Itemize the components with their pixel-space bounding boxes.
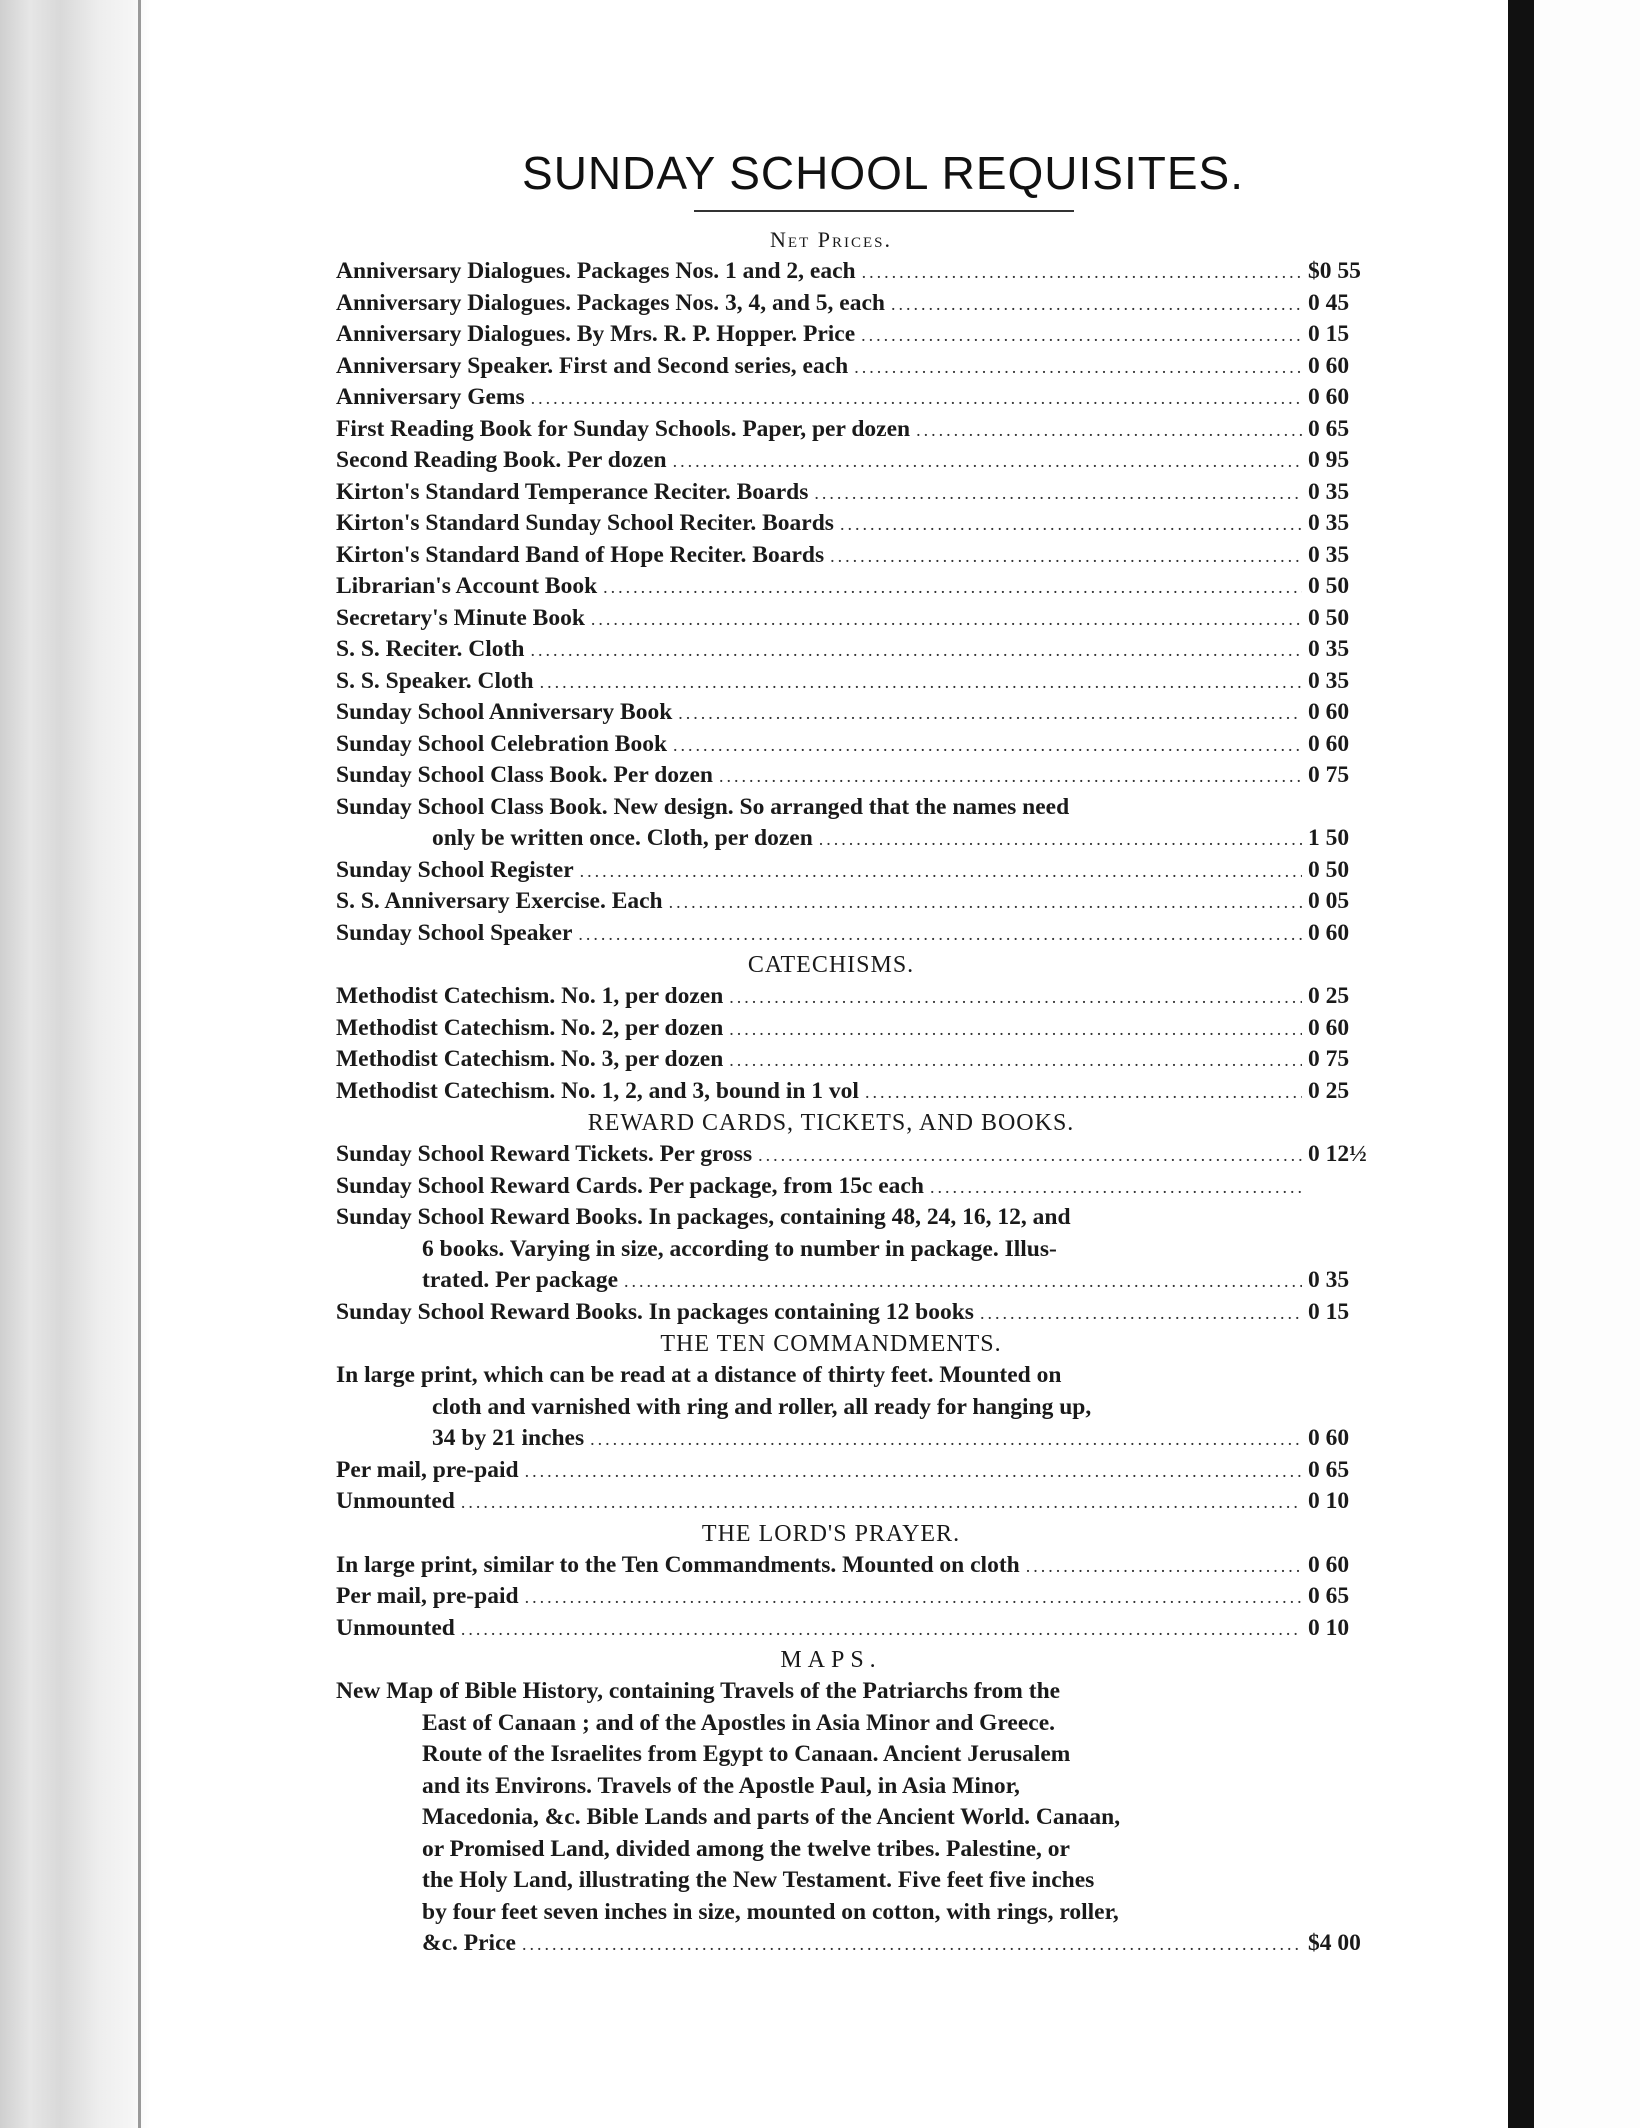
line-text: by four feet seven inches in size, mounted on cotton, with rings, roller, bbox=[422, 1898, 1119, 1925]
dot-leader bbox=[891, 289, 1302, 321]
item-description: Methodist Catechism. No. 3, per dozen bbox=[336, 1046, 724, 1072]
dot-leader bbox=[854, 352, 1302, 384]
list-item bbox=[336, 1455, 1436, 1487]
list-item bbox=[336, 981, 1436, 1013]
dot-leader bbox=[578, 919, 1302, 951]
maps-heading: MAPS. bbox=[780, 1647, 882, 1673]
price: 0 60 bbox=[1308, 1014, 1350, 1041]
dot-leader bbox=[719, 761, 1302, 793]
list-item bbox=[336, 666, 1436, 698]
item-description: Kirton's Standard Band of Hope Reciter. Boards bbox=[336, 541, 825, 568]
price: 0 35 bbox=[1308, 510, 1350, 536]
item-description: Sunday School Anniversary Book bbox=[336, 699, 673, 725]
map-description-line bbox=[336, 1739, 1436, 1771]
dot-leader bbox=[865, 1077, 1302, 1109]
scan-edge bbox=[1508, 0, 1534, 2128]
price: 0 60 bbox=[1308, 699, 1350, 725]
list-item: only be written once. Cloth, per dozen ..... 1 50 bbox=[336, 823, 1436, 855]
map-description-line bbox=[336, 1771, 1436, 1803]
item-description: Sunday School Speaker bbox=[336, 919, 573, 946]
list-item bbox=[336, 1613, 1436, 1645]
item-description: S. S. Reciter. Cloth bbox=[336, 636, 525, 662]
dot-leader bbox=[862, 257, 1302, 289]
list-item: Sunday School Reward Books. In packages, containing 48, 24, 16, 12, and bbox=[336, 1204, 1071, 1230]
price: 0 60 bbox=[1308, 1551, 1350, 1578]
list-item bbox=[336, 1581, 1436, 1613]
list-item bbox=[336, 855, 1436, 887]
list-item bbox=[336, 351, 1436, 383]
price: 0 10 bbox=[1308, 1488, 1350, 1514]
item-description: Methodist Catechism. No. 1, per dozen bbox=[336, 983, 724, 1009]
dot-leader bbox=[678, 698, 1302, 730]
line-text: or Promised Land, divided among the twelve tribes. Palestine, or bbox=[422, 1835, 1070, 1862]
list-item: Sunday School Class Book. New design. So arranged that the names need bbox=[336, 793, 1070, 820]
map-description-line bbox=[336, 1802, 1436, 1834]
item-description: Anniversary Dialogues. Packages Nos. 3, 4, and 5, each bbox=[336, 289, 885, 316]
list-item: cloth and varnished with ring and roller, all ready for hanging up, bbox=[432, 1393, 1092, 1420]
list-item: Sunday School Reward Cards. Per package, from 15c each ..... bbox=[336, 1171, 1436, 1203]
dot-leader bbox=[814, 478, 1302, 510]
item-description: Per mail, pre-paid bbox=[336, 1583, 519, 1609]
item-description: Secretary's Minute Book bbox=[336, 604, 585, 631]
item-description: Kirton's Standard Sunday School Reciter. Boards bbox=[336, 510, 834, 536]
item-description: Anniversary Gems bbox=[336, 384, 525, 410]
dot-leader bbox=[861, 320, 1302, 352]
list-item bbox=[336, 540, 1436, 572]
dot-leader bbox=[540, 667, 1302, 699]
dot-leader bbox=[729, 1045, 1302, 1077]
commandments-list bbox=[336, 1455, 1436, 1518]
price: 0 10 bbox=[1308, 1614, 1350, 1641]
price: 0 25 bbox=[1308, 1077, 1350, 1104]
price: 0 50 bbox=[1308, 604, 1350, 631]
list-item bbox=[336, 414, 1436, 446]
price: 0 45 bbox=[1308, 289, 1350, 316]
binding-edge bbox=[0, 0, 150, 2128]
item-description: Per mail, pre-paid bbox=[336, 1456, 519, 1483]
price: 0 35 bbox=[1308, 667, 1350, 694]
dot-leader bbox=[729, 982, 1302, 1014]
price: 0 95 bbox=[1308, 447, 1350, 473]
list-item bbox=[336, 697, 1436, 729]
title-rule bbox=[694, 210, 1074, 212]
list-item: Sunday School Reward Tickets. Per gross ..... 0 12½ bbox=[336, 1139, 1436, 1171]
item-description: S. S. Speaker. Cloth bbox=[336, 667, 534, 694]
page-title: SUNDAY SCHOOL REQUISITES. bbox=[522, 147, 1244, 199]
item-description: Methodist Catechism. No. 2, per dozen bbox=[336, 1014, 724, 1041]
line-text: Macedonia, &c. Bible Lands and parts of the Ancient World. Canaan, bbox=[422, 1804, 1121, 1830]
list-item: In large print, which can be read at a distance of thirty feet. Mounted on bbox=[336, 1362, 1062, 1388]
list-item bbox=[336, 288, 1436, 320]
price: 0 60 bbox=[1308, 352, 1350, 379]
dot-leader bbox=[525, 1456, 1302, 1488]
dot-leader bbox=[669, 887, 1302, 919]
price: 0 15 bbox=[1308, 321, 1350, 347]
dot-leader bbox=[729, 1014, 1302, 1046]
price: 0 60 bbox=[1308, 919, 1350, 946]
dot-leader bbox=[461, 1487, 1302, 1519]
item-description: S. S. Anniversary Exercise. Each bbox=[336, 888, 663, 914]
price: 0 35 bbox=[1308, 478, 1350, 505]
maps-description bbox=[336, 1676, 1436, 1928]
prayer-heading: THE LORD'S PRAYER. bbox=[701, 1520, 961, 1547]
page-content bbox=[336, 140, 1436, 1960]
list-item: &c. Price ..... $4 00 bbox=[336, 1928, 1436, 1960]
dot-leader bbox=[830, 541, 1302, 573]
line-text: the Holy Land, illustrating the New Testament. Five feet five inches bbox=[422, 1867, 1095, 1893]
list-item bbox=[336, 634, 1436, 666]
price: 0 05 bbox=[1308, 888, 1350, 914]
list-item bbox=[336, 1550, 1436, 1582]
map-description-line bbox=[336, 1834, 1436, 1866]
list-item: 34 by 21 inches ..... 0 60 bbox=[336, 1423, 1436, 1455]
reward-heading: REWARD CARDS, TICKETS, AND BOOKS. bbox=[587, 1110, 1075, 1136]
catechisms-heading: CATECHISMS. bbox=[747, 952, 915, 978]
line-text: East of Canaan ; and of the Apostles in Asia Minor and Greece. bbox=[422, 1709, 1056, 1736]
item-description: Kirton's Standard Temperance Reciter. Boards bbox=[336, 478, 809, 505]
item-description: Anniversary Dialogues. By Mrs. R. P. Hopper. Price bbox=[336, 321, 856, 347]
price: 0 75 bbox=[1308, 1046, 1350, 1072]
price: 0 60 bbox=[1308, 1425, 1350, 1451]
list-item bbox=[336, 729, 1436, 761]
price: 0 35 bbox=[1308, 1267, 1350, 1293]
list-item bbox=[336, 886, 1436, 918]
price: $0 55 bbox=[1308, 258, 1361, 284]
map-description-line bbox=[336, 1865, 1436, 1897]
item-description: In large print, similar to the Ten Commandments. Mounted on cloth bbox=[336, 1551, 1020, 1578]
general-list-2 bbox=[336, 855, 1436, 950]
item-description: Librarian's Account Book bbox=[336, 573, 598, 599]
list-item bbox=[336, 760, 1436, 792]
price: 0 75 bbox=[1308, 762, 1350, 788]
item-description: Anniversary Dialogues. Packages Nos. 1 and 2, each bbox=[336, 258, 856, 284]
list-item bbox=[336, 603, 1436, 635]
list-item bbox=[336, 256, 1436, 288]
list-item bbox=[336, 1486, 1436, 1518]
price: 0 65 bbox=[1308, 1456, 1350, 1483]
dot-leader bbox=[603, 572, 1302, 604]
dot-leader bbox=[916, 415, 1302, 447]
dot-leader bbox=[525, 1582, 1302, 1614]
dot-leader bbox=[673, 446, 1302, 478]
list-item: trated. Per package ..... 0 35 bbox=[336, 1265, 1436, 1297]
item-description: Sunday School Class Book. Per dozen bbox=[336, 762, 713, 788]
map-description-line bbox=[336, 1676, 1436, 1708]
dot-leader bbox=[840, 509, 1302, 541]
item-description: First Reading Book for Sunday Schools. Paper, per dozen bbox=[336, 415, 911, 442]
list-item bbox=[336, 1013, 1436, 1045]
line-text: Route of the Israelites from Egypt to Canaan. Ancient Jerusalem bbox=[422, 1741, 1071, 1767]
price: 0 12½ bbox=[1308, 1141, 1367, 1167]
list-item: Sunday School Reward Books. In packages containing 12 books ..... 0 15 bbox=[336, 1297, 1436, 1329]
dot-leader bbox=[580, 856, 1302, 888]
dot-leader bbox=[531, 383, 1302, 415]
item-description: Sunday School Celebration Book bbox=[336, 730, 668, 757]
item-description: Unmounted bbox=[336, 1488, 455, 1514]
list-item bbox=[336, 382, 1436, 414]
price: 0 60 bbox=[1308, 730, 1350, 757]
item-description: Unmounted bbox=[336, 1614, 455, 1641]
dot-leader bbox=[461, 1614, 1302, 1646]
price: 0 65 bbox=[1308, 1583, 1350, 1609]
price: 0 15 bbox=[1308, 1298, 1350, 1325]
price: 0 65 bbox=[1308, 415, 1350, 442]
list-item bbox=[336, 445, 1436, 477]
list-item bbox=[336, 918, 1436, 950]
price: 1 50 bbox=[1308, 825, 1350, 851]
catechisms-list bbox=[336, 981, 1436, 1107]
map-description-line bbox=[336, 1897, 1436, 1929]
prayer-list bbox=[336, 1550, 1436, 1645]
line-text: New Map of Bible History, containing Travels of the Patriarchs from the bbox=[336, 1678, 1061, 1704]
general-list bbox=[336, 256, 1436, 792]
dot-leader bbox=[1026, 1551, 1302, 1583]
facing-page-strip bbox=[1534, 0, 1640, 2128]
list-item bbox=[336, 319, 1436, 351]
item-description: Methodist Catechism. No. 1, 2, and 3, bound in 1 vol bbox=[336, 1077, 859, 1104]
commandments-heading: THE TEN COMMANDMENTS. bbox=[660, 1331, 1002, 1357]
list-item bbox=[336, 477, 1436, 509]
map-description-line bbox=[336, 1708, 1436, 1740]
list-item bbox=[336, 508, 1436, 540]
dot-leader bbox=[673, 730, 1302, 762]
price: 0 35 bbox=[1308, 541, 1350, 568]
price: $4 00 bbox=[1308, 1930, 1361, 1956]
price: 0 25 bbox=[1308, 983, 1350, 1009]
dot-leader bbox=[530, 635, 1302, 667]
list-item bbox=[336, 1044, 1436, 1076]
item-description: Second Reading Book. Per dozen bbox=[336, 447, 667, 473]
list-item: 6 books. Varying in size, according to number in package. Illus- bbox=[422, 1235, 1057, 1262]
list-item bbox=[336, 1076, 1436, 1108]
price: 0 50 bbox=[1308, 573, 1350, 599]
item-description: Anniversary Speaker. First and Second series, each bbox=[336, 352, 849, 379]
list-item bbox=[336, 571, 1436, 603]
price: 0 60 bbox=[1308, 384, 1350, 410]
item-description: Sunday School Register bbox=[336, 856, 574, 883]
net-prices-heading: Net Prices. bbox=[770, 227, 892, 252]
price: 0 35 bbox=[1308, 636, 1350, 662]
dot-leader bbox=[591, 604, 1302, 636]
line-text: and its Environs. Travels of the Apostle Paul, in Asia Minor, bbox=[422, 1772, 1020, 1799]
price: 0 50 bbox=[1308, 856, 1350, 883]
